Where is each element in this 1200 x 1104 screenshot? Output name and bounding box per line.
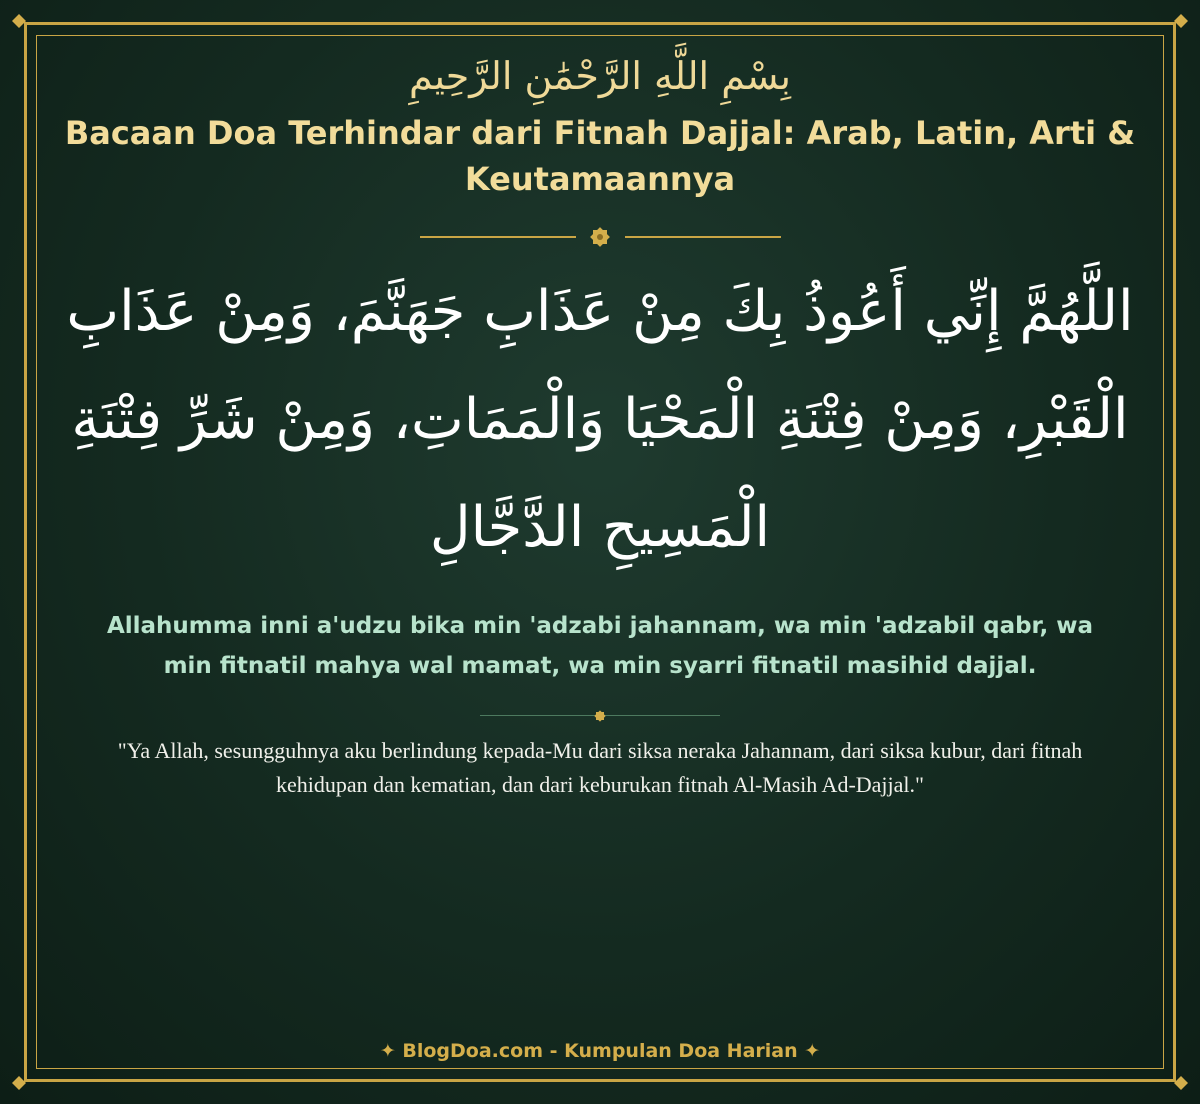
small-divider — [60, 706, 1140, 726]
star-ornament-icon — [588, 225, 612, 249]
diamond-ornament-icon — [593, 709, 607, 723]
translation-text: "Ya Allah, sesungguhnya aku berlindung kepada-Mu dari siksa neraka Jahannam, dari siksa kubur, dari fitnah kehidupan dan kematian, dan dari keburukan fitnah Al-Masih Ad-Dajjal." — [117, 738, 1083, 797]
ornament-divider — [60, 222, 1140, 252]
corner-ornament-icon — [1174, 1076, 1188, 1090]
corner-ornament-icon — [1174, 14, 1188, 28]
arabic-prayer-text: اللَّهُمَّ إِنِّي أَعُوذُ بِكَ مِنْ عَذَابِ جَهَنَّمَ، وَمِنْ عَذَابِ الْقَبْرِ، وَمِنْ فِتْنَةِ الْمَحْيَا وَالْمَمَاتِ، وَمِنْ شَرِّ فِتْنَةِ الْمَسِيحِ الدَّجَّالِ — [66, 279, 1134, 560]
corner-ornament-icon — [12, 14, 26, 28]
page-title: Bacaan Doa Terhindar dari Fitnah Dajjal: Arab, Latin, Arti & Keutamaannya — [64, 114, 1136, 198]
basmala: بِسْمِ اللَّهِ الرَّحْمَٰنِ الرَّحِيمِ — [409, 54, 791, 98]
footer-credit: ✦ BlogDoa.com - Kumpulan Doa Harian ✦ — [379, 1040, 821, 1062]
main-content — [60, 40, 1140, 802]
divider-line — [420, 236, 576, 238]
corner-ornament-icon — [12, 1076, 26, 1090]
divider-line — [625, 236, 781, 238]
latin-transliteration: Allahumma inni a'udzu bika min 'adzabi jahannam, wa min 'adzabil qabr, wa min fitnatil mahya wal mamat, wa min syarri fitnatil masihid dajjal. — [106, 613, 1094, 679]
